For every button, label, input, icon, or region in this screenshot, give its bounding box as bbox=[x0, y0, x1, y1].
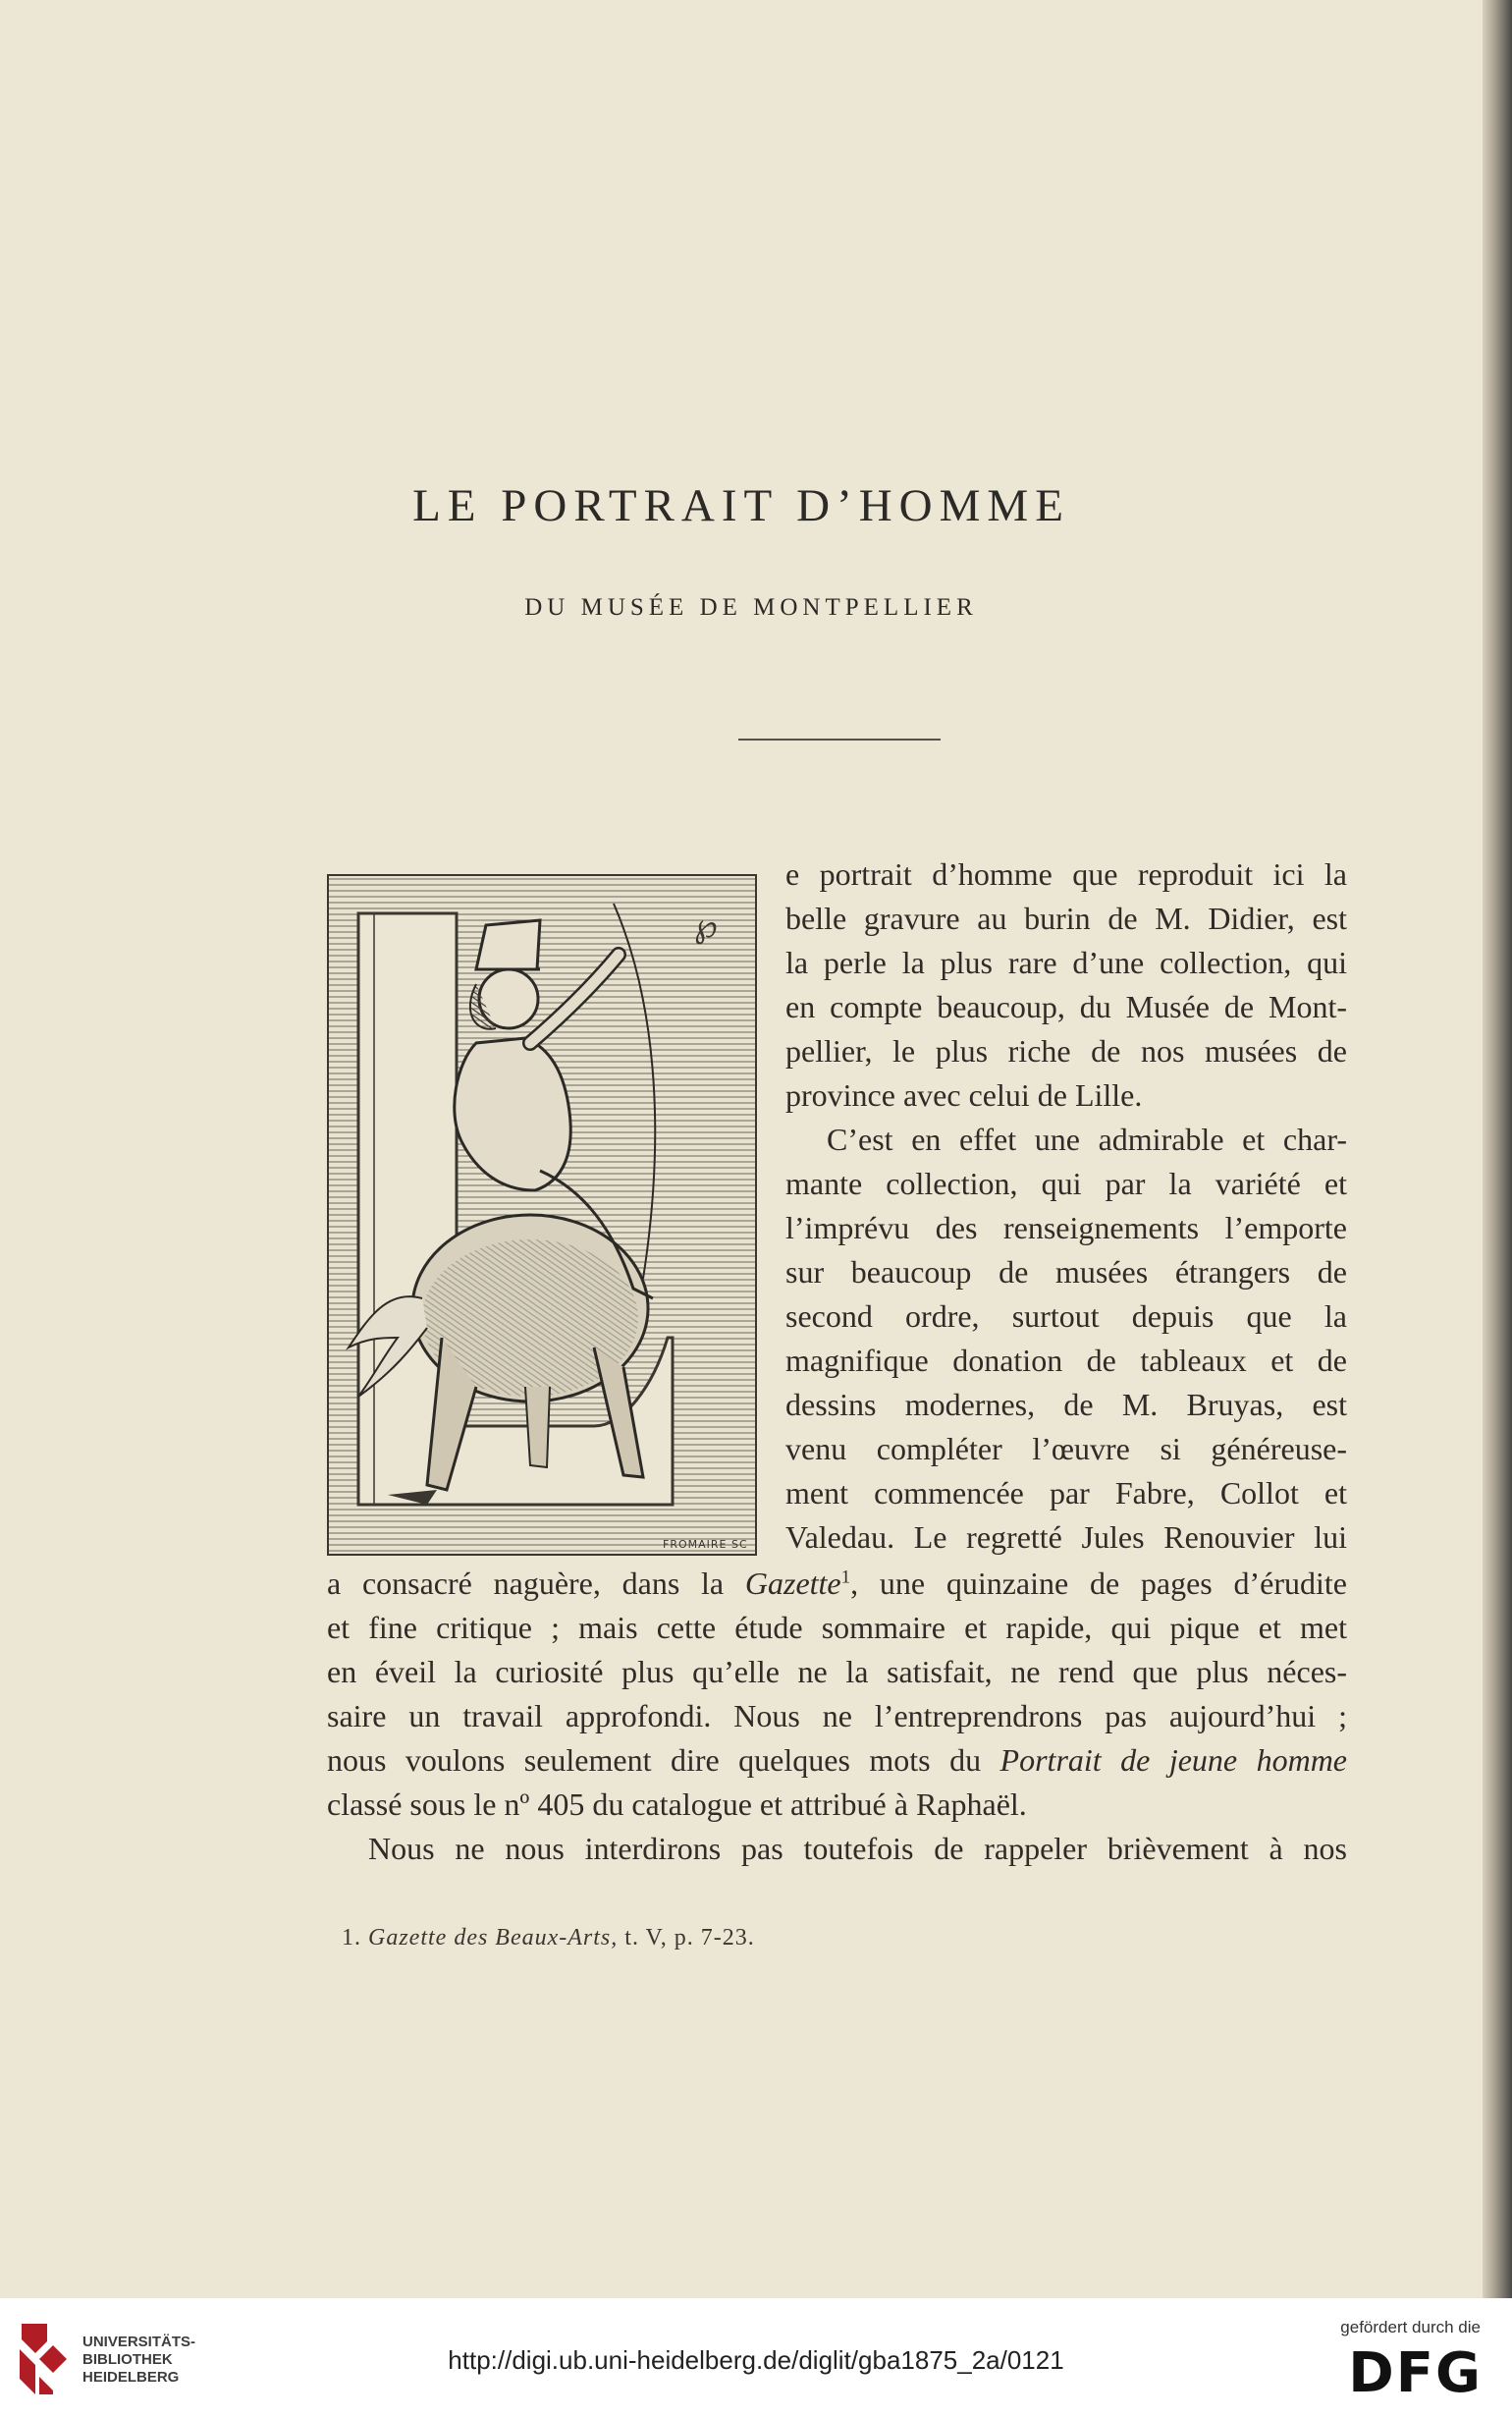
text-line: pellier, le plus riche de nos musées de bbox=[785, 1033, 1347, 1069]
dfg-logo: DFG bbox=[1348, 2341, 1483, 2405]
article-title: LE PORTRAIT D’HOMME bbox=[412, 480, 1070, 531]
text-line: e portrait d’homme que reproduit ici la bbox=[785, 856, 1347, 892]
page-edge bbox=[1483, 0, 1512, 2298]
sponsor-note: gefördert durch die bbox=[1340, 2318, 1481, 2336]
article-subtitle: DU MUSÉE DE MONTPELLIER bbox=[524, 594, 978, 621]
footnote-number: 1. bbox=[342, 1925, 361, 1951]
engraver-signature: FROMAIRE SC bbox=[663, 1538, 748, 1551]
footnote bbox=[342, 1925, 755, 1951]
text-line: dessins modernes, de M. Bruyas, est bbox=[785, 1387, 1347, 1422]
text-line: second ordre, surtout depuis que la bbox=[785, 1298, 1347, 1334]
text-line: belle gravure au burin de M. Didier, est bbox=[785, 901, 1347, 936]
university-name: UNIVERSITÄTS- BIBLIOTHEK HEIDELBERG bbox=[82, 2334, 196, 2386]
text-line: nous voulons seulement dire quelques mots du Portrait de jeune homme bbox=[327, 1742, 1347, 1778]
title-divider bbox=[738, 739, 941, 741]
emphasis: Gazette bbox=[744, 1566, 841, 1601]
text-line: en compte beaucoup, du Musée de Mont- bbox=[785, 989, 1347, 1024]
column-text bbox=[785, 852, 1347, 1560]
footnote-emphasis: Gazette des Beaux-Arts, bbox=[368, 1925, 619, 1951]
text-line: la perle la plus rare d’une collection, qui bbox=[785, 945, 1347, 980]
text-line: en éveil la curiosité plus qu’elle ne la satisfait, ne rend que plus néces- bbox=[327, 1654, 1347, 1689]
text-line: sur beaucoup de musées étrangers de bbox=[785, 1254, 1347, 1290]
rider-engraving-image bbox=[329, 876, 755, 1554]
text-line: et fine critique ; mais cette étude sommaire et rapide, qui pique et met bbox=[327, 1610, 1347, 1645]
monogram-mark: ℘ bbox=[694, 907, 718, 946]
text-line: saire un travail approfondi. Nous ne l’entreprendrons pas aujourd’hui ; bbox=[327, 1698, 1347, 1733]
text-line: C’est en effet une admirable et char- bbox=[827, 1122, 1347, 1157]
text-line: magnifique donation de tableaux et de bbox=[785, 1343, 1347, 1378]
text-line: a consacré naguère, dans la Gazette$^1$, une quinzaine de pages d’érudite bbox=[327, 1566, 1348, 1601]
text-line: province avec celui de Lille. bbox=[785, 1077, 1143, 1113]
text-line: Valedau. Le regretté Jules Renouvier lui bbox=[785, 1519, 1347, 1555]
page-url[interactable]: http://digi.ub.uni-heidelberg.de/diglit/gba1875_2a/0121 bbox=[448, 2345, 1064, 2375]
emphasis: Portrait de jeune homme bbox=[999, 1742, 1347, 1778]
text-line: mante collection, qui par la variété et bbox=[785, 1166, 1347, 1201]
footnote-ref: 1 bbox=[840, 1566, 851, 1588]
text-line: venu compléter l’œuvre si généreuse- bbox=[785, 1431, 1347, 1466]
text-line: Nous ne nous interdirons pas toutefois de rappeler brièvement à nos bbox=[368, 1831, 1347, 1866]
full-width-text bbox=[327, 1562, 1347, 1871]
footer-bar bbox=[0, 2298, 1512, 2418]
text-line: l’imprévu des renseignements l’emporte bbox=[785, 1210, 1347, 1245]
text-line: classé sous le nº 405 du catalogue et attribué à Raphaël. bbox=[327, 1786, 1027, 1822]
text-line: ment commencée par Fabre, Collot et bbox=[785, 1475, 1347, 1511]
decorated-initial-illustration bbox=[327, 874, 757, 1556]
footnote-text: t. V, p. 7-23. bbox=[618, 1925, 755, 1951]
